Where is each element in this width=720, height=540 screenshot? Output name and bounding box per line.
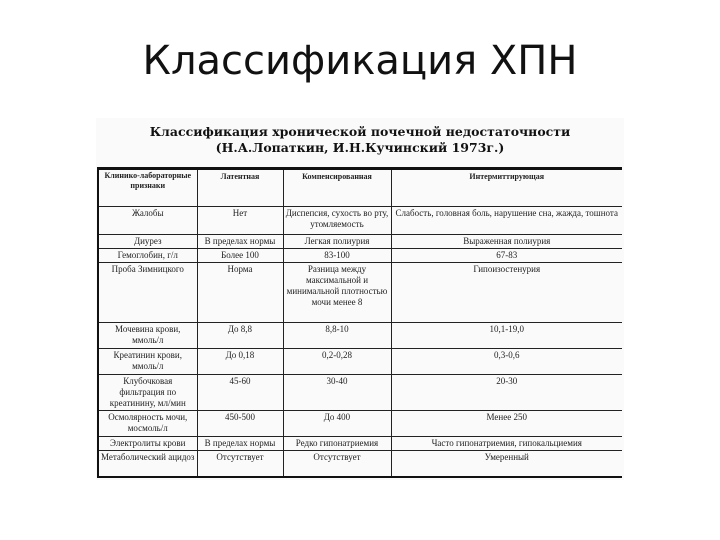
column-header-compensated: Компенсированная [283,169,391,207]
table-row [98,437,622,451]
cell-compensated: 8,8-10 [283,323,391,349]
cell-intermittent: Умеренный [391,451,622,477]
cell-intermittent: Менее 250 [391,411,622,437]
cell-sign: Электролиты крови [98,437,197,451]
table-heading-line-2: (Н.А.Лопаткин, И.Н.Кучинский 1973г.) [215,140,505,155]
table-heading-line-1: Классификация хронической почечной недостаточности [149,124,571,139]
table-row [98,349,622,375]
cell-compensated: Легкая полиурия [283,235,391,249]
column-header-sign: Клинико-лабораторные признаки [98,169,197,207]
cell-sign: Жалобы [98,207,197,235]
cell-intermittent: 10,1-19,0 [391,323,622,349]
cell-intermittent: Гипоизостенурия [391,263,622,323]
cell-compensated: 30-40 [283,375,391,411]
table-row [98,375,622,411]
cell-latent: Более 100 [197,249,283,263]
table-row [98,451,622,477]
cell-latent: В пределах нормы [197,437,283,451]
cell-compensated: Диспепсия, сухость во рту, утомляемость [283,207,391,235]
ckd-classification-table [97,167,622,478]
cell-latent: 45-60 [197,375,283,411]
column-header-latent: Латентная [197,169,283,207]
cell-sign: Проба Зимницкого [98,263,197,323]
table-heading [96,124,624,156]
column-header-intermittent: Интермиттирующая [391,169,622,207]
cell-compensated: Разница между максимальной и минимальной плотностью мочи менее 8 [283,263,391,323]
cell-latent: В пределах нормы [197,235,283,249]
table-row [98,207,622,235]
cell-latent: Нет [197,207,283,235]
cell-compensated: Редко гипонатриемия [283,437,391,451]
cell-compensated: До 400 [283,411,391,437]
cell-compensated: Отсутствует [283,451,391,477]
cell-sign: Креатинин крови, ммоль/л [98,349,197,375]
cell-latent: Норма [197,263,283,323]
cell-intermittent: Часто гипонатриемия, гипокальциемия [391,437,622,451]
cell-intermittent: 20-30 [391,375,622,411]
table-row [98,411,622,437]
table-header-row [98,169,622,207]
slide-title: Классификация ХПН [142,38,578,84]
cell-sign: Метаболический ацидоз [98,451,197,477]
cell-latent: 450-500 [197,411,283,437]
cell-intermittent: Выраженная полиурия [391,235,622,249]
cell-latent: До 0,18 [197,349,283,375]
table-row [98,235,622,249]
cell-intermittent: 67-83 [391,249,622,263]
cell-sign: Диурез [98,235,197,249]
cell-latent: До 8,8 [197,323,283,349]
cell-latent: Отсутствует [197,451,283,477]
cell-sign: Гемоглобин, г/л [98,249,197,263]
table-row [98,323,622,349]
cell-intermittent: 0,3-0,6 [391,349,622,375]
cell-sign: Мочевина крови, ммоль/л [98,323,197,349]
cell-intermittent: Слабость, головная боль, нарушение сна, жажда, тошнота [391,207,622,235]
cell-compensated: 0,2-0,28 [283,349,391,375]
cell-sign: Клубочковая фильтрация по креатинину, мл/мин [98,375,197,411]
classification-table-image [96,118,624,480]
cell-sign: Осмолярность мочи, мосмоль/л [98,411,197,437]
table-row [98,263,622,323]
table-row [98,249,622,263]
cell-compensated: 83-100 [283,249,391,263]
